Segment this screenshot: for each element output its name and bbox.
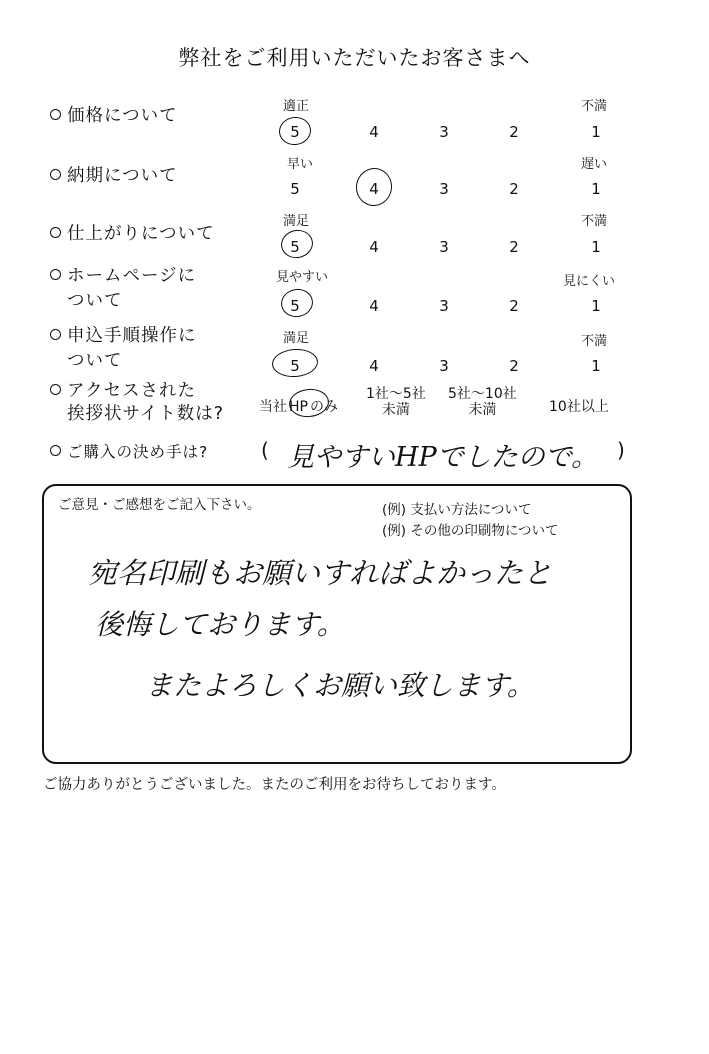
score-5[interactable]: 5	[290, 180, 300, 198]
handwritten-decision-answer[interactable]: 見やすいHPでしたので。	[287, 442, 599, 473]
page-title: 弊社をご利用いただいたお客さまへ	[178, 46, 531, 70]
question-access-line2	[50, 404, 224, 425]
score-1[interactable]: 1	[591, 297, 601, 315]
question-price	[50, 106, 178, 127]
score-3[interactable]: 3	[439, 357, 449, 375]
score-3[interactable]: 3	[439, 180, 449, 198]
question-label-line1: ホームページに	[67, 266, 197, 286]
score-4[interactable]: 4	[369, 123, 379, 141]
question-procedure-line2	[50, 351, 123, 372]
score-2[interactable]: 2	[509, 123, 519, 141]
access-option-10plus[interactable]: 10社以上	[549, 399, 609, 415]
question-label-line1: アクセスされた	[67, 381, 196, 401]
scale-worst-label: 見にくい	[563, 274, 616, 289]
access-option-own-hp[interactable]: 当社 HP のみ	[259, 399, 338, 415]
score-2[interactable]: 2	[509, 180, 519, 198]
question-finish	[50, 224, 215, 245]
comment-example-2: (例) その他の印刷物について	[382, 523, 559, 539]
scale-worst-label: 不満	[581, 99, 608, 114]
scale-worst-label: 遅い	[581, 157, 608, 172]
score-2[interactable]: 2	[509, 238, 519, 256]
handwritten-comment-line2[interactable]: 後悔しております。	[95, 608, 345, 641]
score-4[interactable]: 4	[369, 357, 379, 375]
bullet-circle-icon	[50, 109, 61, 120]
score-2[interactable]: 2	[509, 357, 519, 375]
scale-worst-label: 不満	[581, 334, 608, 349]
score-4[interactable]: 4	[369, 238, 379, 256]
question-label: 納期について	[67, 166, 178, 186]
scale-best-label: 見やすい	[276, 270, 329, 285]
selection-circle	[271, 347, 319, 378]
score-4[interactable]: 4	[369, 180, 379, 198]
scale-best-label: 満足	[283, 331, 310, 346]
score-5[interactable]: 5	[290, 123, 300, 141]
question-delivery	[50, 166, 178, 187]
bullet-circle-icon	[50, 227, 61, 238]
question-homepage-line2	[50, 291, 123, 312]
question-decision	[50, 442, 208, 463]
bullet-circle-icon	[50, 169, 61, 180]
selection-circle	[277, 115, 313, 147]
question-label: ご購入の決め手は?	[67, 443, 209, 461]
selection-circle	[278, 227, 315, 261]
bullet-circle-icon	[50, 329, 61, 340]
score-1[interactable]: 1	[591, 238, 601, 256]
question-label: 価格について	[67, 106, 178, 126]
comment-example-1: (例) 支払い方法について	[382, 502, 532, 518]
score-5[interactable]: 5	[290, 297, 300, 315]
bullet-circle-icon	[50, 384, 61, 395]
comment-prompt: ご意見・ご感想をご記入下さい。	[58, 497, 261, 513]
access-option-1-5[interactable]: 1社～5社 未満	[366, 386, 426, 418]
handwritten-comment-line3[interactable]: またよろしくお願い致します。	[145, 669, 535, 702]
scale-best-label: 満足	[283, 214, 310, 229]
score-1[interactable]: 1	[591, 180, 601, 198]
selection-circle	[353, 165, 395, 209]
scale-worst-label: 不満	[581, 214, 608, 229]
question-label-line2: ついて	[67, 291, 123, 311]
question-label-line1: 申込手順操作に	[67, 326, 197, 346]
score-1[interactable]: 1	[591, 123, 601, 141]
score-5[interactable]: 5	[290, 357, 300, 375]
score-2[interactable]: 2	[509, 297, 519, 315]
footer-thanks: ご協力ありがとうございました。またのご利用をお待ちしております。	[43, 777, 506, 793]
score-3[interactable]: 3	[439, 238, 449, 256]
score-3[interactable]: 3	[439, 297, 449, 315]
scale-best-label: 早い	[287, 157, 314, 172]
access-option-5-10[interactable]: 5社～10社 未満	[448, 386, 517, 418]
score-1[interactable]: 1	[591, 357, 601, 375]
score-4[interactable]: 4	[369, 297, 379, 315]
bullet-circle-icon	[50, 269, 61, 280]
question-label-line2: 挨拶状サイト数は?	[67, 404, 225, 424]
question-label: 仕上がりについて	[67, 224, 215, 244]
score-3[interactable]: 3	[439, 123, 449, 141]
question-procedure	[50, 326, 197, 347]
paren-close: )	[617, 438, 625, 462]
question-label-line2: ついて	[67, 351, 123, 371]
score-5[interactable]: 5	[290, 238, 300, 256]
question-access	[50, 381, 196, 402]
question-homepage	[50, 266, 196, 287]
paren-open: (	[261, 438, 269, 462]
bullet-circle-icon	[50, 445, 61, 456]
scale-best-label: 適正	[283, 99, 310, 114]
handwritten-comment-line1[interactable]: 宛名印刷もお願いすればよかったと	[88, 556, 553, 590]
